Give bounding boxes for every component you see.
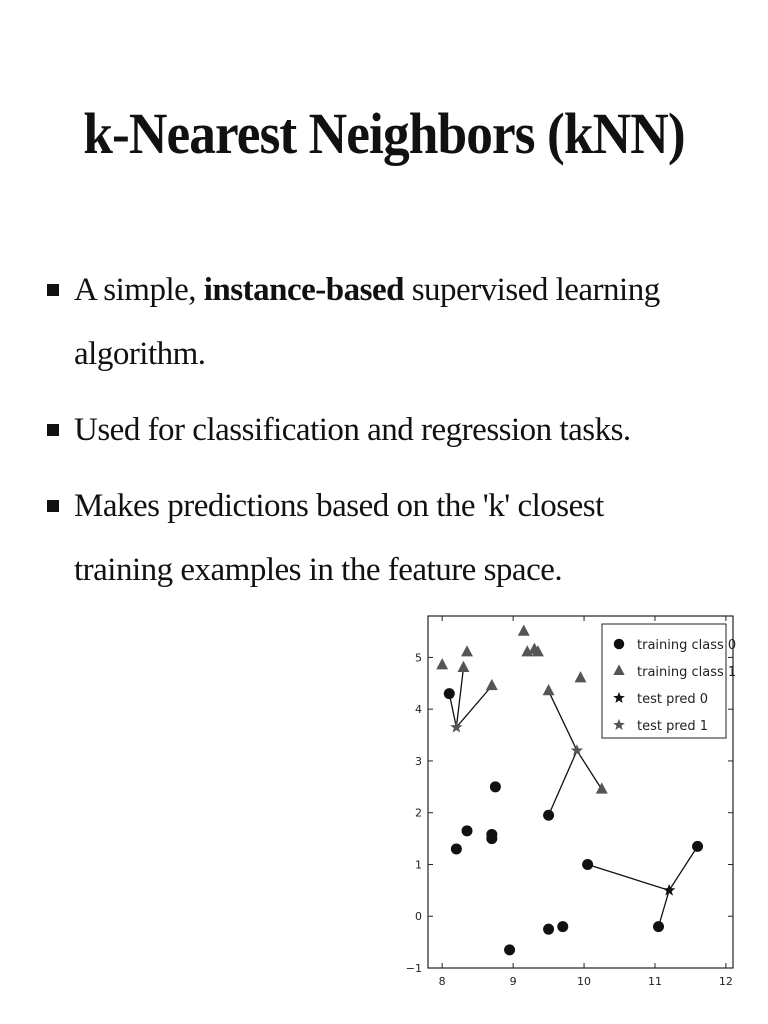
x-tick-label: 10 <box>577 975 592 988</box>
test-pred0-point <box>663 884 675 896</box>
class1-point <box>486 679 498 690</box>
legend-label: test pred 1 <box>637 719 709 734</box>
class0-point <box>451 843 462 854</box>
class0-point <box>557 921 568 932</box>
y-tick-label: −1 <box>405 962 422 975</box>
class1-point <box>436 658 448 669</box>
y-tick-label: 2 <box>415 806 422 820</box>
bullet-text: Makes predictions based on the 'k' closest training examples in the feature space. <box>74 488 604 588</box>
legend-label: training class 1 <box>637 665 737 680</box>
neighbor-link <box>577 751 602 790</box>
bullet-text: Used for classification and regression tasks. <box>74 412 631 448</box>
class1-point <box>518 625 530 636</box>
bullet-item <box>44 398 684 462</box>
x-tick-label: 8 <box>438 975 446 988</box>
class0-point <box>653 921 664 932</box>
y-tick-label: 4 <box>415 703 422 717</box>
x-tick-label: 12 <box>718 975 733 988</box>
class0-point <box>444 688 455 699</box>
square-bullet-icon <box>47 500 59 512</box>
bullet-text: supervised learning algorithm. <box>74 272 660 372</box>
y-tick-label: 0 <box>415 910 422 924</box>
legend-label: test pred 0 <box>637 692 709 707</box>
class0-point <box>486 829 497 840</box>
x-tick-label: 11 <box>647 975 662 988</box>
y-tick-label: 5 <box>415 651 422 665</box>
neighbor-link <box>549 751 577 816</box>
y-tick-label: 1 <box>415 858 422 872</box>
knn-scatter-chart <box>388 608 740 1002</box>
legend-label: training class 0 <box>637 638 737 653</box>
class1-point <box>543 684 555 695</box>
square-bullet-icon <box>47 424 59 436</box>
neighbor-link <box>669 846 697 890</box>
class0-point <box>462 825 473 836</box>
class1-point <box>458 661 470 672</box>
neighbor-link <box>588 864 670 890</box>
bullet-item <box>44 258 684 386</box>
neighbor-link <box>659 890 670 926</box>
neighbor-link <box>549 691 577 751</box>
x-tick-label: 9 <box>509 975 517 988</box>
neighbor-link <box>456 668 463 728</box>
class1-point <box>575 671 587 682</box>
bullet-bold-text: instance-based <box>203 272 404 308</box>
slide-title: k-Nearest Neighbors (kNN) <box>83 101 685 166</box>
class0-point <box>543 924 554 935</box>
square-bullet-icon <box>47 284 59 296</box>
bullet-list <box>44 258 684 614</box>
class0-point <box>692 841 703 852</box>
knn-scatter-figure <box>388 608 740 1002</box>
class0-point <box>490 781 501 792</box>
bullet-item <box>44 474 684 602</box>
class1-point <box>461 645 473 656</box>
class0-point <box>504 944 515 955</box>
class0-point <box>614 639 624 649</box>
bullet-text: A simple, <box>74 272 204 308</box>
y-tick-label: 3 <box>415 754 422 768</box>
test-pred1-point <box>571 744 583 756</box>
class0-point <box>543 810 554 821</box>
neighbor-link <box>456 686 491 727</box>
class0-point <box>582 859 593 870</box>
